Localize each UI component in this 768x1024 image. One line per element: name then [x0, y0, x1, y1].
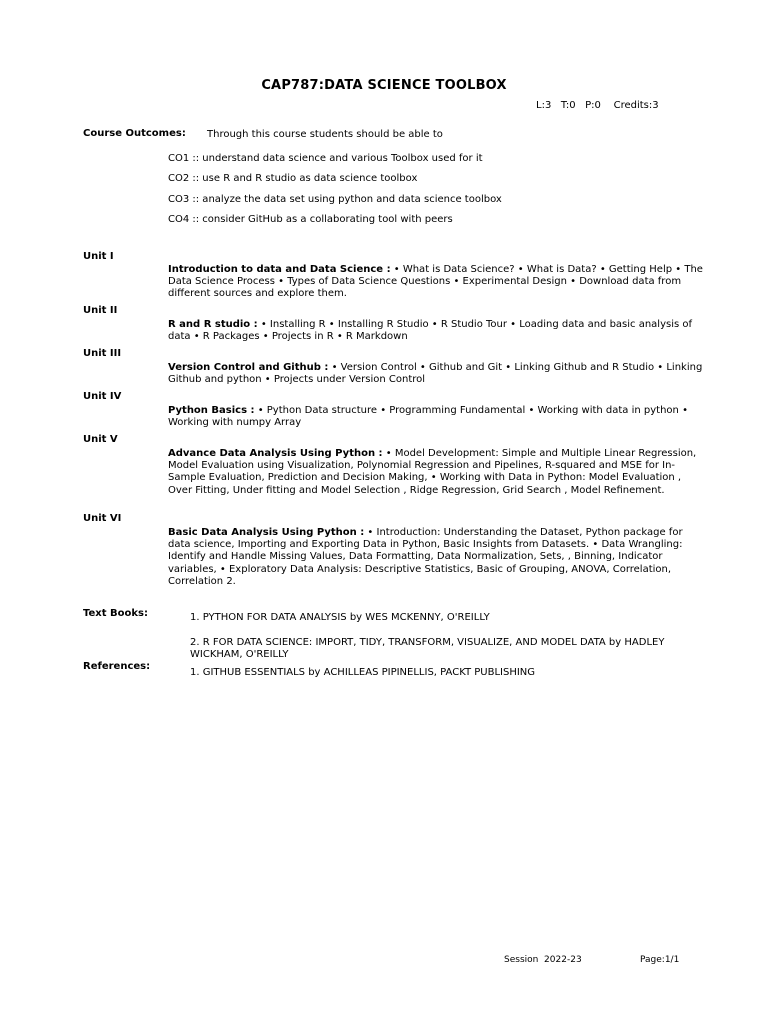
unit-heading: Advance Data Analysis Using Python :	[168, 448, 383, 459]
unit-content	[168, 264, 703, 301]
unit-content	[168, 319, 703, 343]
course-outcomes-label: Course Outcomes:	[83, 128, 186, 139]
unit-heading: R and R studio :	[168, 319, 258, 330]
course-outcome-item: CO2 :: use R and R studio as data science toolbox	[168, 173, 418, 184]
unit-content	[168, 527, 703, 588]
course-title: CAP787:DATA SCIENCE TOOLBOX	[261, 78, 507, 93]
unit-content	[168, 448, 703, 497]
unit-label: Unit II	[83, 305, 118, 316]
unit-label: Unit V	[83, 434, 118, 445]
unit-heading: Version Control and Github :	[168, 362, 329, 373]
text-book-item: 1. PYTHON FOR DATA ANALYSIS by WES MCKENNY, O'REILLY	[190, 612, 490, 623]
page-number: Page:1/1	[640, 955, 680, 965]
credits-line: L:3 T:0 P:0 Credits:3	[536, 100, 659, 111]
unit-label: Unit III	[83, 348, 122, 359]
unit-label: Unit I	[83, 251, 114, 262]
unit-content	[168, 362, 703, 386]
references-label: References:	[83, 661, 151, 672]
unit-topics: • Model Development: Simple and Multiple Linear Regression, Model Evaluation using Visualization, Polynomial Regression and Pipelines, R-squared and MSE for In-Sample Evaluation, Prediction and Decision Making, • Working with Data in Python: Model Evaluation , Over Fitting, Under fitting and Model Selection , Ridge Regression, Grid Search , Model Refinement.	[168, 448, 697, 496]
unit-topics: • Version Control • Github and Git • Linking Github and R Studio • Linking Github and python • Projects under Version Control	[168, 362, 703, 386]
unit-topics: • Installing R • Installing R Studio • R Studio Tour • Loading data and basic analysis of data • R Packages • Projects in R • R Markdown	[168, 319, 693, 343]
unit-heading: Basic Data Analysis Using Python :	[168, 527, 365, 538]
course-outcomes-intro: Through this course students should be able to	[207, 129, 443, 140]
unit-label: Unit VI	[83, 513, 122, 524]
unit-topics: • What is Data Science? • What is Data? • Getting Help • The Data Science Process • Types of Data Science Questions • Experimental Design • Download data from different sources and explore them.	[168, 264, 703, 300]
unit-topics: • Introduction: Understanding the Dataset, Python package for data science, Importing and Exporting Data in Python, Basic Insights from Datasets. • Data Wrangling: Identify and Handle Missing Values, Data Formatting, Data Normalization, Sets, , Binning, Indicator variables, • Exploratory Data Analysis: Descriptive Statistics, Basic of Grouping, ANOVA, Correlation, Correlation 2.	[168, 527, 683, 587]
course-outcome-item: CO3 :: analyze the data set using python and data science toolbox	[168, 194, 502, 205]
unit-content	[168, 405, 703, 429]
text-books-label: Text Books:	[83, 608, 148, 619]
reference-item: 1. GITHUB ESSENTIALS by ACHILLEAS PIPINELLIS, PACKT PUBLISHING	[190, 667, 536, 678]
course-outcome-item: CO4 :: consider GitHub as a collaborating tool with peers	[168, 214, 453, 225]
session-text: Session 2022-23	[504, 955, 582, 965]
course-outcome-item: CO1 :: understand data science and various Toolbox used for it	[168, 153, 483, 164]
unit-topics: • Python Data structure • Programming Fundamental • Working with data in python • Working with numpy Array	[168, 405, 688, 429]
unit-heading: Python Basics :	[168, 405, 255, 416]
text-book-item: 2. R FOR DATA SCIENCE: IMPORT, TIDY, TRANSFORM, VISUALIZE, AND MODEL DATA by HADLEY WICKHAM, O'REILLY	[190, 637, 665, 661]
unit-label: Unit IV	[83, 391, 122, 402]
unit-heading: Introduction to data and Data Science :	[168, 264, 391, 275]
